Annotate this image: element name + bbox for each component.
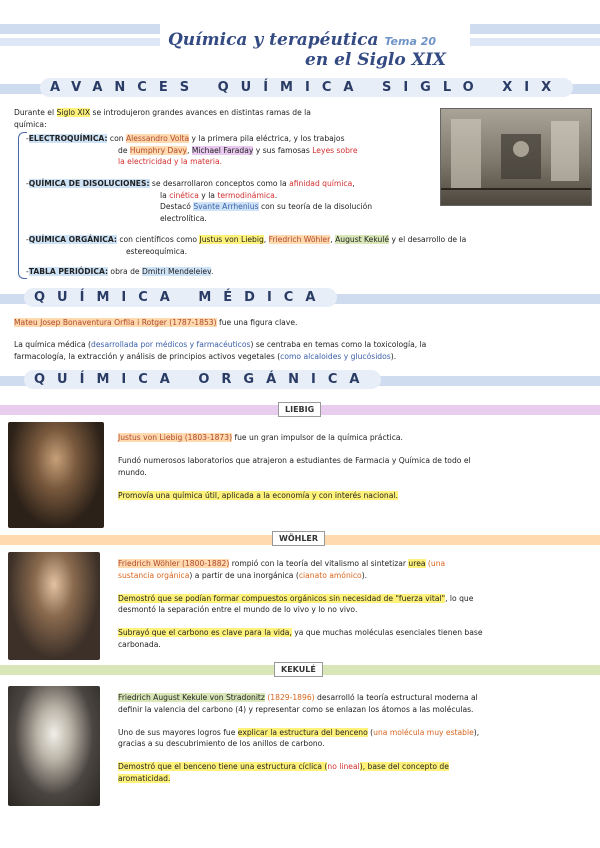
laboratory-image — [440, 108, 592, 206]
tabla-item: -TABLA PERIÓDICA: obra de Dmitri Mendeleiev. — [26, 267, 214, 276]
medica-paragraph: La química médica (desarrollada por médicos y farmacéuticos) se centraba en temas como la toxicología, la farmacología, la extracción y análisis de principios activos vegetales (como alcaloides y glucósidos). — [14, 340, 427, 361]
avances-intro: Durante el Siglo XIX se introdujeron grandes avances en distintas ramas de la química: — [14, 108, 311, 129]
disoluciones-item: -QUÍMICA DE DISOLUCIONES: se desarrollaron conceptos como la afinidad química, la cinética y la termodinámica. Destacó Svante Arrhenius con su teoría de la disolución electrolítica. — [26, 179, 373, 223]
laboratory-illustration — [441, 109, 591, 205]
page-title — [168, 30, 436, 50]
title-line2: en el Siglo XIX — [305, 50, 446, 70]
liebig-label: LIEBIG — [278, 402, 321, 417]
wohler-label: WÖHLER — [272, 531, 325, 546]
organica-item: -QUÍMICA ORGÁNICA: con científicos como Justus von Liebig, Friedrich Wöhler, August Kekulé y el desarrollo de la estereoquímica. — [26, 235, 467, 256]
title-line1: Química y terapéutica — [168, 30, 379, 50]
liebig-portrait — [8, 422, 104, 528]
section-title-medica: QUÍMICA MÉDICA — [24, 288, 337, 307]
tema-label: Tema 20 — [384, 35, 437, 48]
orfila-text: Mateu Josep Bonaventura Orfila i Rotger (1787-1853) fue una figura clave. — [14, 318, 298, 327]
electroquimica-item: -ELECTROQUÍMICA: con Alessandro Volta y la primera pila eléctrica, y los trabajos de Humphry Davy, Michael Faraday y sus famosas Leyes sobre la electricidad y la materia. — [26, 134, 358, 166]
liebig-text: Justus von Liebig (1803-1873) fue un gran impulsor de la química práctica. Fundó numerosos laboratorios que atrajeron a estudiantes de Farmacia y Química de todo el mundo. Promovía una química útil, aplicada a la economía y con interés nacional. — [118, 433, 471, 500]
section-title-avances: AVANCES QUÍMICA SIGLO XIX — [40, 78, 573, 97]
kekule-label: KEKULÉ — [274, 662, 323, 677]
wohler-text: Friedrich Wöhler (1800-1882) rompió con la teoría del vitalismo al sintetizar urea (una sustancia orgánica) a partir de una inorgánica (cianato amónico). Demostró que se podían formar compuestos orgánicos sin necesidad de "fuerza vital", lo que desmontó la separación entre el mundo de lo vivo y lo no vivo. Subrayó que el carbono es clave para la vida, ya que muchas moléculas esenciales tienen base carbonada. — [118, 559, 483, 649]
kekule-portrait — [8, 686, 100, 806]
kekule-text: Friedrich August Kekule von Stradonitz (1829-1896) desarrolló la teoría estructural moderna al definir la valencia del carbono (4) y representar como se enlazan los átomos a las moléculas. Uno de sus mayores logros fue explicar la estructura del benceno (una molécula muy estable), gracias a su descubrimiento de los anillos de carbono. Demostró que el benceno tiene una estructura cíclica (no lineal), base del concepto de aromaticidad. — [118, 693, 480, 783]
section-title-organica: QUÍMICA ORGÁNICA — [24, 370, 381, 389]
wohler-portrait — [8, 552, 100, 660]
